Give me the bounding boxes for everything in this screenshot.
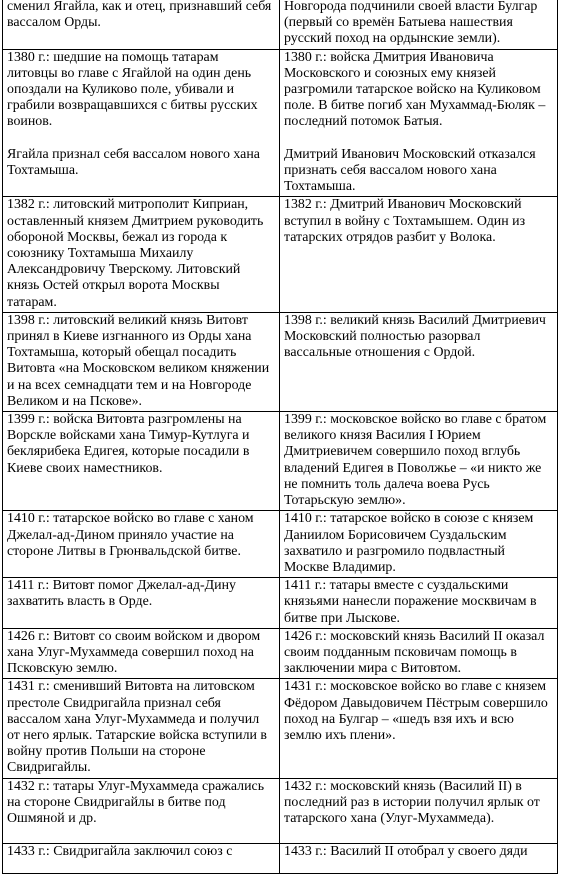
table-row bbox=[3, 49, 558, 197]
table-row bbox=[3, 412, 558, 511]
table-row bbox=[3, 312, 558, 411]
lithuania-cell: 1382 г.: литовский митрополит Киприан, оставленный князем Дмитрием руководить обороной Москвы, бежал из города к союзнику Тохтамыша Михаилу Александровичу Тверскому. Литовский князь Остей открыл ворота Москвы татарам. bbox=[3, 197, 280, 312]
lithuania-cell: 1432 г.: татары Улуг-Мухаммеда сражались на стороне Свидригайлы в битве под Ошмяной и др. bbox=[3, 778, 280, 843]
moscow-cell: 1398 г.: великий князь Василий Дмитриевич Московский полностью разорвал вассальные отношения с Ордой. bbox=[280, 312, 558, 411]
table-row bbox=[3, 843, 558, 873]
lithuania-cell: 1380 г.: шедшие на помощь татарам литовцы во главе с Ягайлой на один день опоздали на Куликово поле, убивали и грабили возвращавшихся с битвы русских воинов. Ягайла признал себя вассалом нового хана Тохтамыша. bbox=[3, 49, 280, 197]
moscow-cell: 1426 г.: московский князь Василий II оказал своим подданным псковичам помощь в заключении мира с Витовтом. bbox=[280, 628, 558, 679]
moscow-cell: Новгорода подчинили своей власти Булгар (первый со времён Батыева нашествия русский поход на ордынские земли). bbox=[280, 0, 558, 49]
lithuania-cell: 1410 г.: татарское войско во главе с ханом Джелал-ад-Дином приняло участие на стороне Литвы в Грюнвальдской битве. bbox=[3, 511, 280, 578]
lithuania-cell: сменил Ягайла, как и отец, признавший себя вассалом Орды. bbox=[3, 0, 280, 49]
lithuania-cell: 1399 г.: войска Витовта разгромлены на Ворскле войсками хана Тимур-Кутлуга и беклярибека Едигея, которые посадили в Киеве своих наместников. bbox=[3, 412, 280, 511]
moscow-cell: 1433 г.: Василий II отобрал у своего дяди bbox=[280, 843, 558, 873]
table-row bbox=[3, 778, 558, 843]
table-row bbox=[3, 0, 558, 49]
table-row bbox=[3, 511, 558, 578]
moscow-cell: 1399 г.: московское войско во главе с братом великого князя Василия I Юрием Дмитриевичем совершило поход вглубь владений Едигея в Поволжье – «и никто же не помнить толь далеча воева Русь Тотарьскую землю». bbox=[280, 412, 558, 511]
chronology-comparison-table bbox=[2, 0, 558, 874]
moscow-cell: 1410 г.: татарское войско в союзе с князем Даниилом Борисовичем Суздальским захватило и разгромило подвластный Москве Владимир. bbox=[280, 511, 558, 578]
table-row bbox=[3, 628, 558, 679]
moscow-cell: 1382 г.: Дмитрий Иванович Московский вступил в войну с Тохтамышем. Один из татарских отрядов разбит у Волока. bbox=[280, 197, 558, 312]
lithuania-cell: 1433 г.: Свидригайла заключил союз с bbox=[3, 843, 280, 873]
moscow-cell: 1411 г.: татары вместе с суздальскими князьями нанесли поражение москвичам в битве при Лыскове. bbox=[280, 578, 558, 629]
table-row bbox=[3, 197, 558, 312]
table-row bbox=[3, 679, 558, 778]
table-row bbox=[3, 578, 558, 629]
moscow-cell: 1431 г.: московское войско во главе с князем Фёдором Давыдовичем Пёстрым совершило поход на Булгар – «шедъ взя ихъ и всю землю ихъ плени». bbox=[280, 679, 558, 778]
lithuania-cell: 1426 г.: Витовт со своим войском и двором хана Улуг-Мухаммеда совершил поход на Псковскую землю. bbox=[3, 628, 280, 679]
lithuania-cell: 1398 г.: литовский великий князь Витовт принял в Киеве изгнанного из Орды хана Тохтамыша, который обещал посадить Витовта «на Московском великом княжении и на всех семнадцати тем и на Новгороде Великом и на Пскове». bbox=[3, 312, 280, 411]
moscow-cell: 1380 г.: войска Дмитрия Ивановича Московского и союзных ему князей разгромили татарское войско на Куликовом поле. В битве погиб хан Мухаммад-Бюляк – последний потомок Батыя. Дмитрий Иванович Московский отказался признать себя вассалом нового хана Тохтамыша. bbox=[280, 49, 558, 197]
moscow-cell: 1432 г.: московский князь (Василий II) в последний раз в истории получил ярлык от татарского хана (Улуг-Мухаммеда). bbox=[280, 778, 558, 843]
lithuania-cell: 1411 г.: Витовт помог Джелал-ад-Дину захватить власть в Орде. bbox=[3, 578, 280, 629]
lithuania-cell: 1431 г.: сменивший Витовта на литовском престоле Свидригайла признал себя вассалом хана Улуг-Мухаммеда и получил от него ярлык. Татарские войска вступили в войну против Польши на стороне Свидригайлы. bbox=[3, 679, 280, 778]
